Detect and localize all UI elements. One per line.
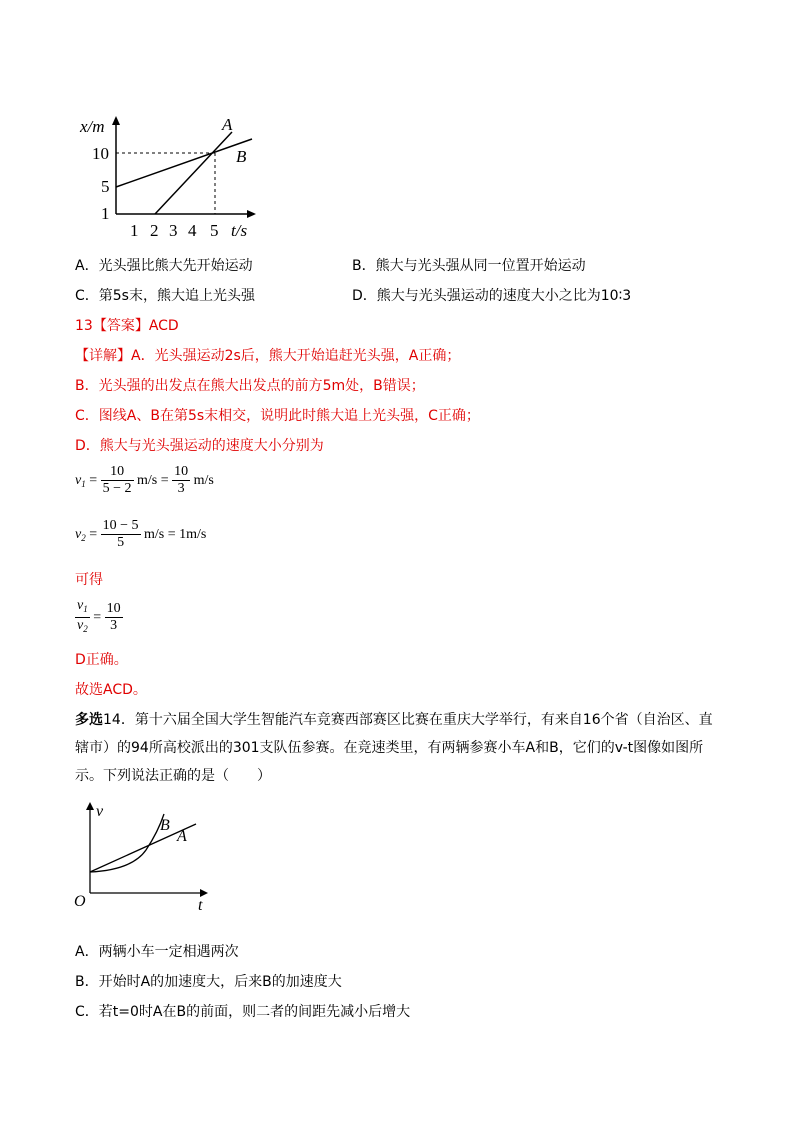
- q13-detail-c: C．图线A、B在第5s末相交，说明此时熊大追上光头强，C正确；: [75, 408, 480, 424]
- x-tick-5: 5: [210, 221, 219, 240]
- q13-detail-a-line: [75, 346, 460, 366]
- q14-tag: 多选: [75, 712, 103, 728]
- vt-y-label: v: [96, 803, 104, 820]
- formula-v1-unit-2: m/s: [193, 472, 214, 488]
- x-tick-2: 2: [150, 221, 159, 240]
- line-a-label: A: [222, 115, 233, 134]
- q14-stem: [75, 706, 715, 790]
- x-axis-arrow: [247, 210, 256, 218]
- q14-option-a: A．两辆小车一定相遇两次: [75, 944, 239, 960]
- formula-v2-unit: m/s = 1m/s: [144, 526, 207, 542]
- q13-detail-b: B．光头强的出发点在熊大出发点的前方5m处，B错误；: [75, 378, 425, 394]
- line-b: [116, 139, 252, 187]
- formula-v1-fraction-2: $\frac{10}{3}$: [174, 464, 189, 496]
- vt-x-axis-arrow: [200, 889, 208, 897]
- q13-detail-d: D．熊大与光头强运动的速度大小分别为: [75, 438, 324, 454]
- detail-label: 【详解】: [75, 348, 131, 364]
- formula-v1-eq: =: [89, 472, 98, 488]
- q13-option-b: B．熊大与光头强从同一位置开始运动: [352, 258, 586, 274]
- formula-v1-lhs: $v_1$: [75, 472, 86, 489]
- q13-conclusion: 故选ACD。: [75, 682, 147, 698]
- xt-graph: [70, 112, 270, 242]
- y-axis-label: x/m: [80, 117, 105, 136]
- formula-v1-fraction-1: $\frac{10}{5 - 2}$: [102, 464, 132, 496]
- formula-ratio-lhs: $\frac{v_1}{v_2}$: [77, 598, 88, 634]
- formula-v2-lhs: $v_2$: [75, 526, 86, 543]
- q14-option-c: C．若t=0时A在B的前面，则二者的间距先减小后增大: [75, 1004, 411, 1020]
- x-tick-3: 3: [169, 221, 178, 240]
- q13-option-c: C．第5s末，熊大追上光头强: [75, 288, 255, 304]
- formula-v2: [75, 518, 206, 551]
- detail-a: A．光头强运动2s后，熊大开始追赶光头强，A正确；: [131, 348, 461, 364]
- y-axis-arrow: [112, 116, 120, 125]
- vt-origin-label: O: [74, 893, 86, 910]
- formula-ratio-rhs: $\frac{10}{3}$: [106, 601, 121, 633]
- vt-y-axis-arrow: [86, 802, 94, 810]
- vt-graph: [70, 796, 220, 916]
- q13-answer: 13【答案】ACD: [75, 318, 179, 334]
- q13-option-a: A．光头强比熊大先开始运动: [75, 258, 253, 274]
- y-tick-10: 10: [92, 144, 109, 163]
- formula-v1-unit-1: m/s =: [137, 472, 169, 488]
- q14-option-b: B．开始时A的加速度大，后来B的加速度大: [75, 974, 342, 990]
- vt-line-a-label: A: [177, 828, 187, 845]
- x-tick-1: 1: [130, 221, 139, 240]
- q13-d-correct: D正确。: [75, 652, 128, 668]
- vt-x-label: t: [198, 897, 203, 914]
- formula-v2-eq: =: [89, 526, 98, 542]
- line-a: [155, 132, 232, 214]
- q13-option-d: D．熊大与光头强运动的速度大小之比为10∶3: [352, 288, 632, 304]
- q14-stem-text: 14．第十六届全国大学生智能汽车竞赛西部赛区比赛在重庆大学举行，有来自16个省（自治区、直辖市）的94所高校派出的301支队伍参赛。在竞速类里，有两辆参赛小车A和B，它们的v-t图像如图所示。下列说法正确的是（ ）: [75, 712, 713, 784]
- formula-ratio: [75, 598, 123, 637]
- y-tick-1: 1: [101, 204, 110, 223]
- y-tick-5: 5: [101, 177, 110, 196]
- formula-ratio-eq: =: [93, 609, 102, 625]
- x-axis-label: t/s: [231, 221, 248, 240]
- q13-kede: 可得: [75, 572, 103, 588]
- vt-curve-b-label: B: [160, 817, 170, 834]
- x-tick-4: 4: [188, 221, 197, 240]
- formula-v1: [75, 464, 214, 497]
- formula-v2-fraction: $\frac{10 - 5}{5}$: [102, 518, 139, 550]
- line-b-label: B: [236, 147, 247, 166]
